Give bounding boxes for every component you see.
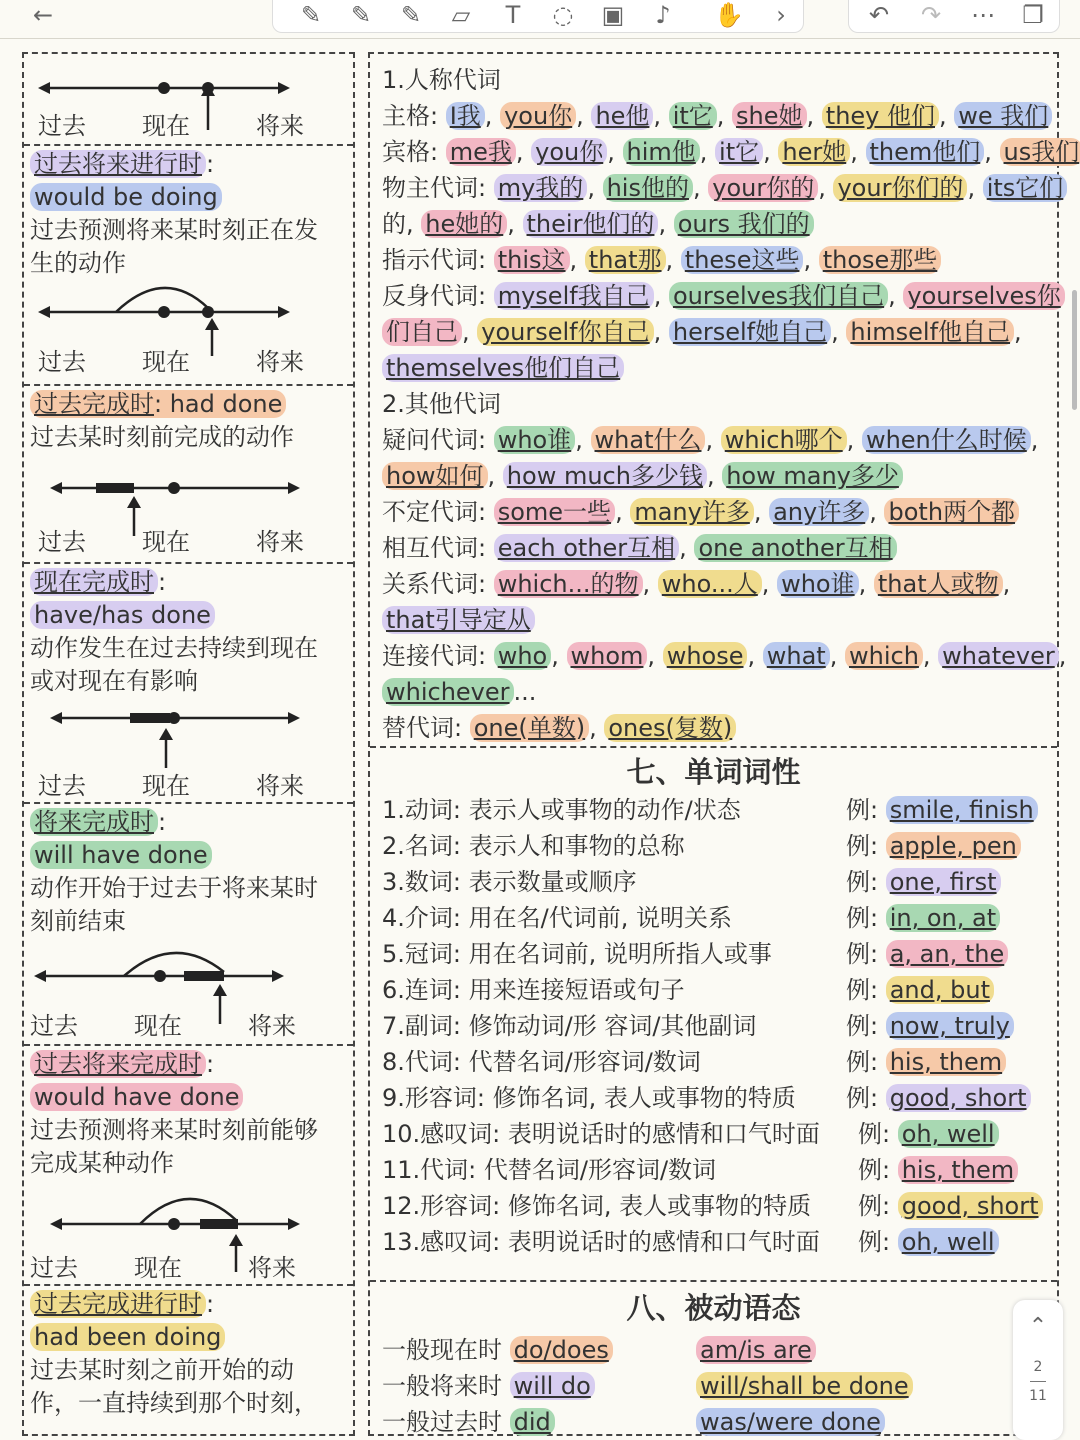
toolbar [0,0,1080,39]
timeline-future: 将来 [248,1254,296,1282]
lasso-icon[interactable]: ◌ [552,1,574,29]
indefinite-pronouns: 不定代词: some一些 , many许多 , any许多 , both两个都 [382,494,1045,530]
pos-example: 例: good, short [846,1080,1031,1116]
tense-description: 过去预测将来某时刻前能够 [30,1116,318,1144]
substitute-pronouns: 替代词: one(单数) , ones(复数) [382,710,1045,746]
pos-description: 4.介词: 用在名/代词前, 说明关系 [382,904,732,932]
reciprocal-pronouns: 相互代词: each other互相 , one another互相 [382,530,1045,566]
pos-example: 例: good, short [858,1188,1043,1224]
timeline-now: 现在 [134,1012,182,1040]
tense-cell-1 [24,54,353,146]
pos-description: 6.连词: 用来连接短语或句子 [382,976,685,1004]
highlighter-icon[interactable]: ✎ [400,1,422,29]
heading-personal-pronouns: 1.人称代词 [382,66,501,94]
grammar-column [368,52,1080,1436]
pos-description: 7.副词: 修饰动词/形 容词/其他副词 [382,1012,757,1040]
pos-example: 例: one, first [846,864,1001,900]
pos-example: 例: apple, pen [846,828,1021,864]
pos-example: 例: his, them [846,1044,1006,1080]
back-arrow-icon[interactable]: ← [32,1,54,29]
timeline-past: 过去 [38,528,86,556]
timeline-past: 过去 [30,1254,78,1282]
tense-title: 过去将来完成时 [30,1050,206,1078]
pos-description: 12.形容词: 修饰名词, 表人或事物的特质 [382,1192,812,1220]
pos-example: 例: in, on, at [846,900,1000,936]
tense-formula: would have done [30,1083,243,1111]
interrogative-pronouns: 疑问代词: who谁 , what什么 , which哪个 , when什么时候 , [382,426,1039,454]
section-title: 七、单词词性 [626,755,801,789]
timeline-future: 将来 [256,772,304,800]
tense-column [22,52,355,1436]
timeline-past: 过去 [30,1012,78,1040]
tense-description: 过去某时刻前完成的动作 [30,423,294,451]
timeline-now: 现在 [142,772,190,800]
conjunctive-pronouns: 连接代词: who , whom , whose , what , which , whatever , [382,642,1067,670]
hand-icon[interactable]: ✋ [714,1,744,29]
next-icon[interactable]: › [776,1,786,29]
tense-cell-future-perfect: 将来完成时 : will have done 动作开始于过去于将来某时 刻前结束 过去 现在 将来 [24,804,353,1046]
pos-example: 例: a, an, the [846,936,1008,972]
pos-description: 13.感叹词: 表明说话时的感情和口气时面 [382,1228,820,1256]
passive-row: 一般过去时 did [382,1404,555,1440]
pos-description: 10.感叹词: 表明说话时的感情和口气时面 [382,1120,820,1148]
chevron-up-icon[interactable]: ⌃ [1028,1314,1048,1339]
pos-description: 8.代词: 代替名词/形容词/数词 [382,1048,701,1076]
tense-description: 动作发生在过去持续到现在 [30,634,318,662]
tense-title: 现在完成时 [30,568,158,596]
redo-icon[interactable]: ↷ [920,1,942,29]
tense-cell-past-future-progressive: 过去将来进行时 : would be doing 过去预测将来某时刻正在发 生的动作 过去 现在 将来 [24,146,353,386]
tense-formula: would be doing [30,183,222,211]
eraser-icon[interactable]: ▱ [451,1,471,29]
pronoun-section: 1.人称代词 主格: I我 , you你 , he他 , it它 , she她 , they 他们 , we 我们 宾格: me我 , you你 , him他 , it它 , her她 , them他们 , us我们 物主代词: my我的 , his他的 , your你的 , your你们的 , its它们 的, he她的 , their他们的 , ours 我们的 指示代词: this这 , that那 , these这些 , those那些 反身代词: myself我自己 , ourselves我们自己 , yourselves你 们自己 , yourself你自己 , herself她自己 , himself他自己 , themselves他们自己 2.其他代词 疑问代词: who谁 , what什么 , which哪个 , when什么时候 , how如何 , how much多少钱 , how many多少 不定代词: some一些 , many许多 , any许多 , both两个都 相互代词: each other互相 , one another互相 关系代词: which...的物 , who...人 , who谁 , that人或物 , that引导定从 连接代词: who , whom , whose , what , which , whatever , whichever ... 替代词: one(单数) , ones(复数) [370,54,1057,748]
pos-example: 例: now, truly [846,1008,1014,1044]
tense-cell-past-future-perfect: 过去将来完成时 : would have done 过去预测将来某时刻前能够 完成某种动作 过去 现在 将来 [24,1046,353,1286]
heading-other-pronouns: 2.其他代词 [382,390,501,418]
text-icon[interactable]: T [505,1,521,29]
pos-description: 11.代词: 代替名词/形容词/数词 [382,1156,717,1184]
tense-description: 动作开始于过去于将来某时 [30,874,318,902]
timeline-future: 将来 [256,112,304,140]
timeline-now: 现在 [142,528,190,556]
pos-description: 1.动词: 表示人或事物的动作/状态 [382,796,741,824]
image-icon[interactable]: ▣ [601,1,625,29]
page-divider [1030,1381,1046,1382]
current-page: 2 [1033,1359,1043,1375]
pos-description: 5.冠词: 用在名词前, 说明所指人或事 [382,940,772,968]
pos-example: 例: smile, finish [846,792,1038,828]
page-navigator [1013,1300,1063,1440]
passive-voice-section [370,1282,1057,1434]
pen-icon[interactable]: ✎ [300,1,322,29]
more-icon[interactable]: ⋯ [971,1,995,29]
timeline-now: 现在 [142,348,190,376]
tense-title: 过去完成时 [34,390,154,418]
timeline-future: 将来 [248,1012,296,1040]
tense-cell-past-perfect: 过去完成时: had done 过去某时刻前完成的动作 过去 现在 将来 [24,386,353,564]
undo-icon[interactable]: ↶ [868,1,890,29]
timeline-past: 过去 [38,348,86,376]
tense-description: 过去某时刻之前开始的动 [30,1356,294,1384]
tense-title: 过去完成进行时 [30,1290,206,1318]
passive-row: 一般将来时 will do [382,1368,595,1404]
parts-of-speech-section [370,748,1057,1282]
timeline-now: 现在 [142,112,190,140]
timeline-past: 过去 [38,772,86,800]
pos-example: 例: oh, well [858,1224,999,1260]
object-pronouns: 宾格: me我 , you你 , him他 , it它 , her她 , them他们 , us我们 [382,134,1045,170]
total-pages: 11 [1029,1388,1047,1404]
tense-cell-past-perfect-progressive: 过去完成进行时 : had been doing 过去某时刻之前开始的动 作，一直持续到那个时刻， [24,1286,353,1434]
pages-icon[interactable]: ❐ [1022,1,1044,29]
pos-description: 3.数词: 表示数量或顺序 [382,868,637,896]
reflexive-pronouns: 反身代词: myself我自己 , ourselves我们自己 , yourselves你 [382,278,1045,314]
tense-title: 将来完成时 [30,808,158,836]
subject-pronouns: 主格: I我 , you你 , he他 , it它 , she她 , they 他们 , we 我们 [382,98,1045,134]
timeline-future: 将来 [256,348,304,376]
pos-example: 例: his, them [858,1152,1018,1188]
tense-formula: had been doing [30,1323,225,1351]
timeline-past: 过去 [38,112,86,140]
tense-formula: had done [169,390,283,418]
marker-icon[interactable]: ✎ [350,1,372,29]
timeline-now: 现在 [134,1254,182,1282]
pos-description: 2.名词: 表示人和事物的总称 [382,832,685,860]
passive-form: am/is are [696,1332,816,1368]
demonstrative-pronouns: 指示代词: this这 , that那 , these这些 , those那些 [382,242,1045,278]
passive-row: 一般现在时 do/does [382,1332,613,1368]
tense-formula: will have done [30,841,212,869]
tense-description: 过去预测将来某时刻正在发 [30,216,318,244]
pos-example: 例: oh, well [858,1116,999,1152]
timeline-future: 将来 [256,528,304,556]
mic-icon[interactable]: ♪ [655,1,671,29]
relative-pronouns: 关系代词: which...的物 , who...人 , who谁 , that人或物 , [382,570,1011,598]
tense-formula: have/has done [30,601,215,629]
possessive-pronouns: 物主代词: my我的 , his他的 , your你的 , your你们的 , its它们 [382,170,1045,206]
tense-title: 过去将来进行时 [30,150,206,178]
pos-example: 例: and, but [846,972,994,1008]
scrollbar[interactable] [1072,290,1077,410]
passive-form: will/shall be done [696,1368,913,1404]
timeline-diagram [24,700,344,780]
section-title: 八、被动语态 [626,1291,801,1325]
pos-description: 9.形容词: 修饰名词, 表人或事物的特质 [382,1084,796,1112]
passive-form: was/were done [696,1404,885,1440]
tense-cell-present-perfect: 现在完成时 : have/has done 动作发生在过去持续到现在 或对现在有影响 过去 现在 将来 [24,564,353,804]
